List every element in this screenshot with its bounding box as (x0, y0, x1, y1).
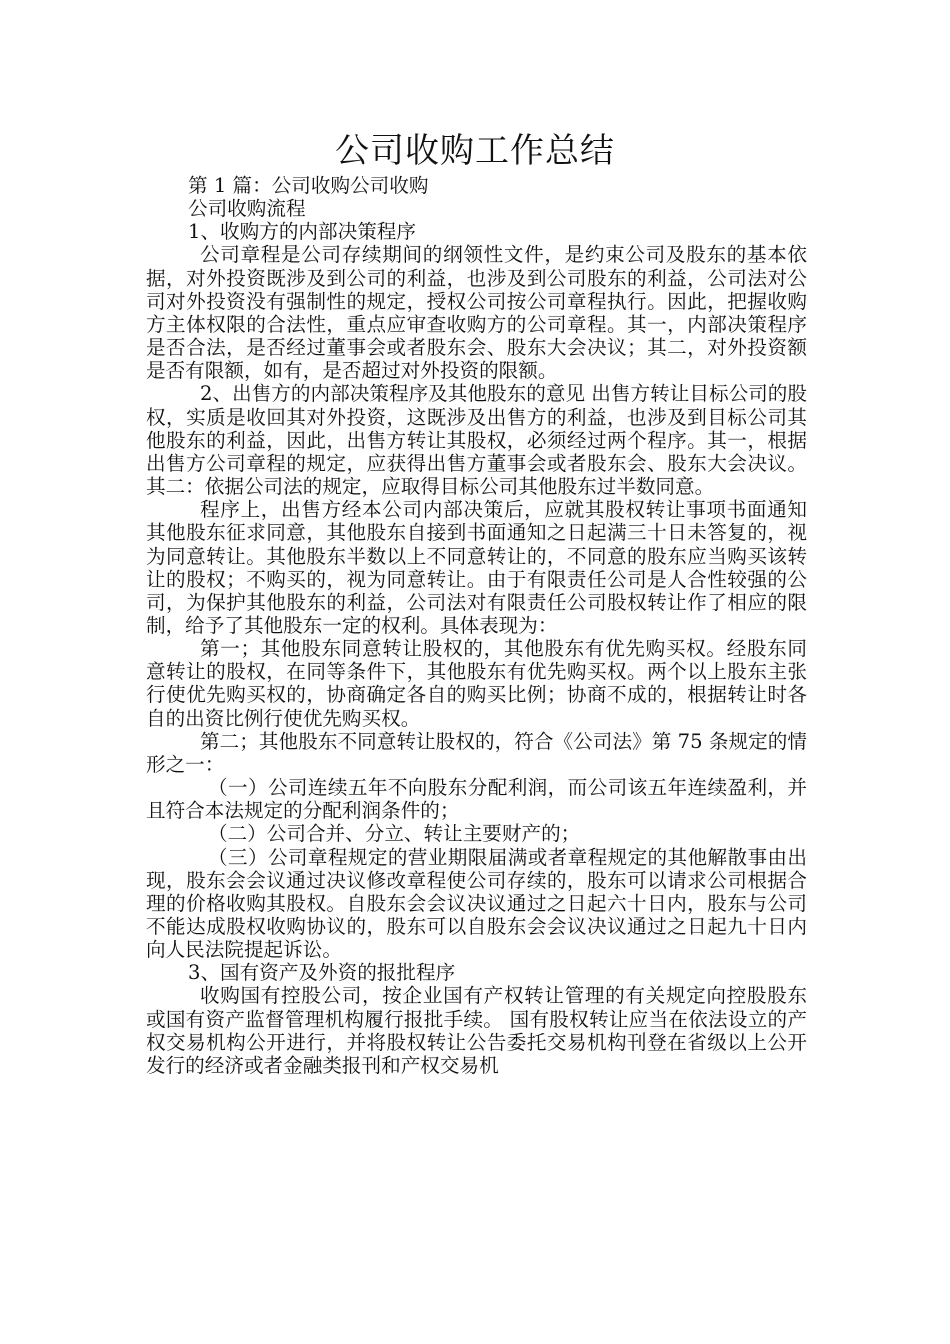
list-item-3: （三）公司章程规定的营业期限届满或者章程规定的其他解散事由出现，股东会会议通过决议修改章程使公司存续的，股东可以请求公司根据合理的价格收购其股权。自股东会会议决议通过之日起六十日内，股东与公司不能达成股权收购协议的，股东可以自股东会会议决议通过之日起九十日内向人民法院提起诉讼。 (146, 845, 807, 962)
list-item-2: （二）公司合并、分立、转让主要财产的； (208, 822, 581, 846)
document-title: 公司收购工作总结 (335, 131, 615, 171)
paragraph-1: 公司章程是公司存续期间的纲领性文件，是约束公司及股东的基本依据，对外投资既涉及到公司的利益，也涉及到公司股东的利益，公司法对公司对外投资没有强制性的规定，授权公司按公司章程执行。因此，把握收购方主体权限的合法性，重点应审查收购方的公司章程。其一，内部决策程序是否合法，是否经过董事会或者股东会、股东大会决议；其二，对外投资额是否有限额，如有，是否超过对外投资的限额。 (146, 243, 807, 383)
document-body (146, 174, 807, 1077)
section-heading: 第 1 篇：公司收购公司收购 (188, 174, 429, 197)
paragraph-4: 第一；其他股东同意转让股权的，其他股东有优先购买权。经股东同意转让的股权，在同等条件下，其他股东有优先购买权。两个以上股东主张行使优先购买权的，协商确定各自的购买比例；协商不成的，根据转让时各自的出资比例行使优先购买权。 (146, 637, 807, 730)
list-item-1: （一）公司连续五年不向股东分配利润，而公司该五年连续盈利，并且符合本法规定的分配利润条件的； (146, 776, 807, 823)
step3-heading: 3、国有资产及外资的报批程序 (188, 961, 456, 985)
paragraph-3: 程序上，出售方经本公司内部决策后，应就其股权转让事项书面通知其他股东征求同意，其他股东自接到书面通知之日起满三十日未答复的，视为同意转让。其他股东半数以上不同意转让的，不同意的股东应当购买该转让的股权；不购买的，视为同意转让。由于有限责任公司是人合性较强的公司，为保护其他股东的利益，公司法对有限责任公司股权转让作了相应的限制，给予了其他股东一定的权利。具体表现为： (146, 498, 807, 637)
paragraph-6: 收购国有控股公司，按企业国有产权转让管理的有关规定向控股股东或国有资产监督管理机构履行报批手续。 国有股权转让应当在依法设立的产权交易机构公开进行，并将股权转让公告委托交易机构刊登在省级以上公开发行的经济或者金融类报刊和产权交易机 (146, 984, 807, 1077)
step1-heading: 1、收购方的内部决策程序 (188, 220, 416, 244)
paragraph-2: 2、出售方的内部决策程序及其他股东的意见 出售方转让目标公司的股权，实质是收回其对外投资，这既涉及出售方的利益，也涉及到目标公司其他股东的利益，因此，出售方转让其股权，必须经过两个程序。其一，根据出售方公司章程的规定，应获得出售方董事会或者股东会、股东大会决议。其二：依据公司法的规定，应取得目标公司其他股东过半数同意。 (146, 382, 807, 499)
subtitle: 公司收购流程 (188, 197, 306, 221)
paragraph-5: 第二；其他股东不同意转让股权的，符合《公司法》第 75 条规定的情形之一： (146, 729, 807, 776)
